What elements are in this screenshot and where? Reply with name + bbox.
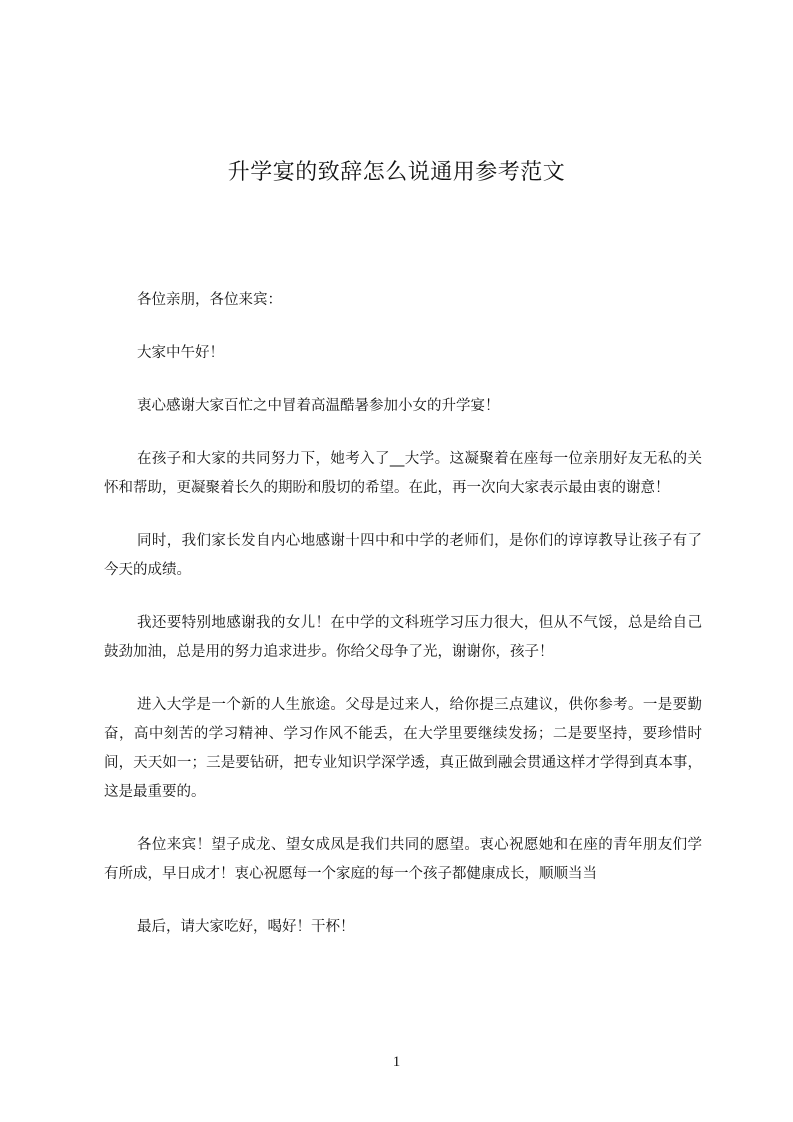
paragraph-greeting: 各位亲朋，各位来宾： <box>137 292 282 308</box>
paragraph-thanks-teachers: 同时，我们家长发自内心地感谢十四中和中学的老师们，是你们的谆谆教导让孩子有了今天的成绩。 <box>104 533 702 578</box>
paragraph-thanks-attendance: 衷心感谢大家百忙之中冒着高温酷暑参加小女的升学宴！ <box>137 398 500 414</box>
paragraph-university-admission: 在孩子和大家的共同努力下，她考入了__大学。这凝聚着在座每一位亲朋好友无私的关怀和帮助，更凝聚着长久的期盼和殷切的希望。在此，再一次向大家表示最由衷的谢意！ <box>104 451 702 496</box>
paragraph-noon-greeting: 大家中午好！ <box>137 345 224 361</box>
paragraph-wishes: 各位来宾！望子成龙、望女成凤是我们共同的愿望。衷心祝愿她和在座的青年朋友们学有所成，早日成才！衷心祝愿每一个家庭的每一个孩子都健康成长，顺顺当当 <box>104 837 702 882</box>
paragraph-thanks-daughter: 我还要特别地感谢我的女儿！在中学的文科班学习压力很大，但从不气馁，总是给自己鼓劲加油，总是用的努力追求进步。你给父母争了光，谢谢你，孩子！ <box>104 615 702 660</box>
page-number: 1 <box>392 1054 401 1070</box>
paragraph-toast: 最后，请大家吃好，喝好！干杯！ <box>137 919 355 935</box>
paragraph-advice: 进入大学是一个新的人生旅途。父母是过来人，给你提三点建议，供你参考。一是要勤奋，高中刻苦的学习精神、学习作风不能丢，在大学里要继续发扬；二是要坚持，要珍惜时间，天天如一；三是要钻研，把专业知识学深学透，真正做到融会贯通这样才学得到真本事，这是最重要的。 <box>104 697 702 800</box>
document-body <box>104 286 702 966</box>
document-title: 升学宴的致辞怎么说通用参考范文 <box>227 159 566 185</box>
